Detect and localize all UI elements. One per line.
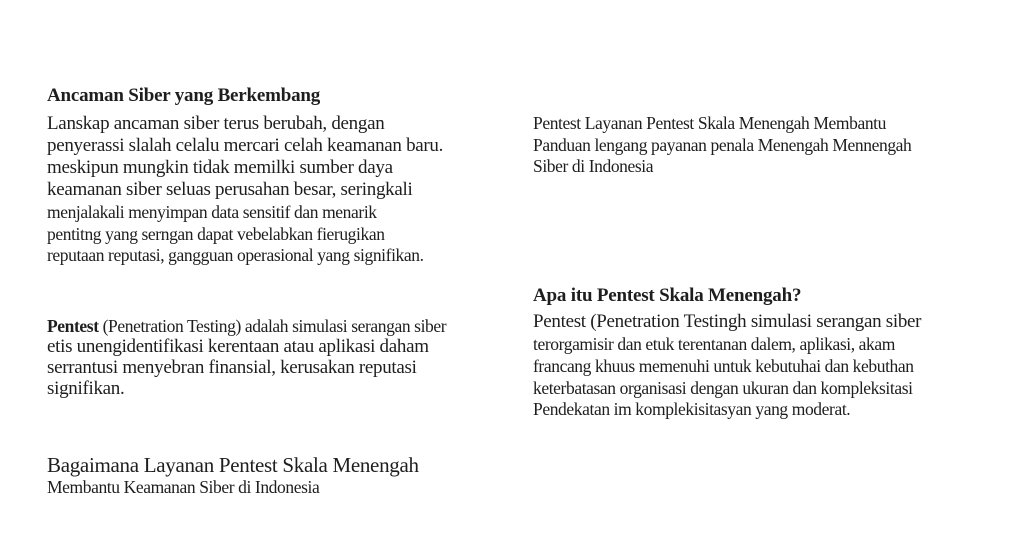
- paragraph-line: signifikan.: [47, 378, 125, 399]
- paragraph-line: Pentest (Penetration Testingh simulasi serangan siber: [533, 311, 922, 332]
- subheading-line: Membantu Keamanan Siber di Indonesia: [47, 477, 320, 497]
- paragraph-line: reputaan reputasi, gangguan operasional yang signifikan.: [47, 245, 424, 265]
- paragraph-line: menjalakali menyimpan data sensitif dan menarik: [47, 202, 377, 222]
- paragraph-line: Pendekatan im komplekisitasyan yang moderat.: [533, 399, 851, 419]
- heading-apa-itu-pentest: Apa itu Pentest Skala Menengah?: [533, 285, 802, 306]
- paragraph-line: keterbatasan organisasi dengan ukuran dan kompleksitasi: [533, 378, 913, 398]
- paragraph-line: Panduan lengang payanan penala Menengah Mennengah: [533, 135, 912, 155]
- paragraph-line: meskipun mungkin tidak memilki sumber daya: [47, 157, 393, 178]
- paragraph-text: (Penetration Testing) adalah simulasi serangan siber: [98, 316, 447, 336]
- paragraph-line: serrantusi menyebran finansial, kerusakan reputasi: [47, 357, 417, 378]
- paragraph-line: Lanskap ancaman siber terus berubah, dengan: [47, 113, 385, 134]
- paragraph-line: etis unengidentifikasi kerentaan atau aplikasi daham: [47, 336, 429, 357]
- paragraph-line: pentitng yang serngan dapat vebelabkan fierugikan: [47, 224, 385, 244]
- paragraph-line: keamanan siber seluas perusahan besar, seringkali: [47, 179, 413, 200]
- paragraph-line: francang khuus memenuhi untuk kebutuhai dan kebuthan: [533, 356, 914, 376]
- heading-bagaimana: Bagaimana Layanan Pentest Skala Menengah: [47, 453, 419, 477]
- paragraph-line: penyerassi slalah celalu mercari celah keamanan baru.: [47, 135, 444, 156]
- paragraph-line: Pentest Layanan Pentest Skala Menengah Membantu: [533, 113, 886, 133]
- paragraph-line: Siber di Indonesia: [533, 156, 654, 176]
- pentest-bold-term: Pentest: [47, 316, 99, 336]
- paragraph-line: terorgamisir dan etuk terentanan dalem, aplikasi, akam: [533, 334, 895, 354]
- paragraph-line: [47, 316, 446, 337]
- heading-ancaman-siber: Ancaman Siber yang Berkembang: [47, 85, 321, 106]
